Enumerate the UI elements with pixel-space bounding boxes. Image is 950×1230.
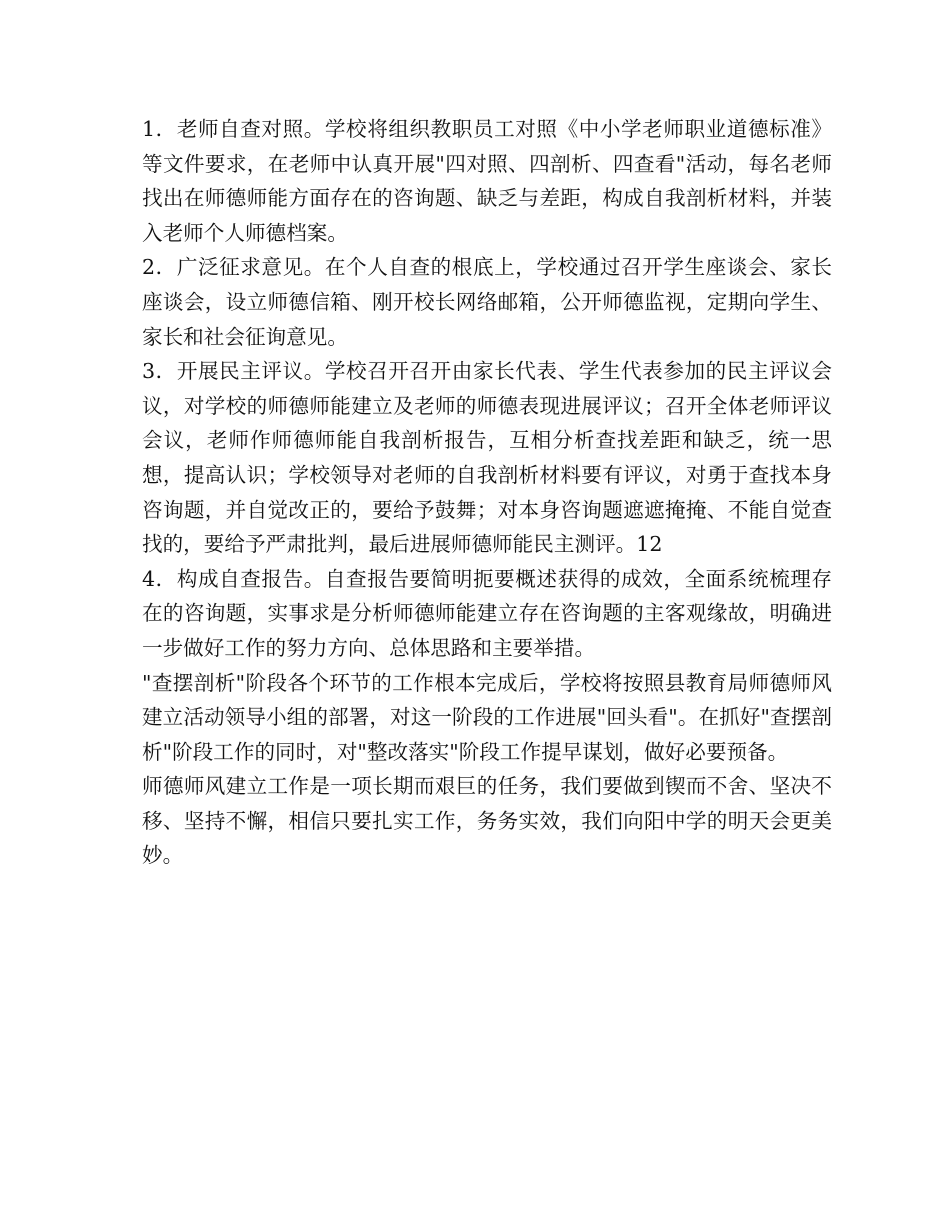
document-body [142, 112, 832, 873]
paragraph-look-back: "查摆剖析"阶段各个环节的工作根本完成后，学校将按照县教育局师德师风建立活动领导小组的部署，对这一阶段的工作进展"回头看"。在抓好"查摆剖析"阶段工作的同时，对"整改落实"阶段工作提早谋划，做好必要预备。 [142, 670, 832, 764]
paragraph-self-check-report: 4．构成自查报告。自查报告要简明扼要概述获得的成效，全面系统梳理存在的咨询题，实事求是分析师德师能建立存在咨询题的主客观缘故，明确进一步做好工作的努力方向、总体思路和主要举措。 [142, 566, 832, 660]
paragraph-solicit-opinions: 2．广泛征求意见。在个人自查的根底上，学校通过召开学生座谈会、家长座谈会，设立师德信箱、刚开校长网络邮箱，公开师德监视，定期向学生、家长和社会征询意见。 [142, 255, 832, 349]
paragraph-conclusion: 师德师风建立工作是一项长期而艰巨的任务，我们要做到锲而不舍、坚决不移、坚持不懈，相信只要扎实工作，务务实效，我们向阳中学的明天会更美妙。 [142, 774, 832, 868]
paragraph-teacher-self-check: 1．老师自查对照。学校将组织教职员工对照《中小学老师职业道德标准》等文件要求，在老师中认真开展"四对照、四剖析、四查看"活动，每名老师找出在师德师能方面存在的咨询题、缺乏与差距，构成自我剖析材料，并装入老师个人师德档案。 [142, 117, 832, 245]
paragraph-democratic-review: 3．开展民主评议。学校召开召开由家长代表、学生代表参加的民主评议会议，对学校的师德师能建立及老师的师德表现进展评议；召开全体老师评议会议，老师作师德师能自我剖析报告，互相分析查找差距和缺乏，统一思想，提高认识；学校领导对老师的自我剖析材料要有评议，对勇于查找本身咨询题，并自觉改正的，要给予鼓舞；对本身咨询题遮遮掩掩、不能自觉查找的，要给予严肃批判，最后进展师德师能民主测评。12 [142, 359, 832, 557]
